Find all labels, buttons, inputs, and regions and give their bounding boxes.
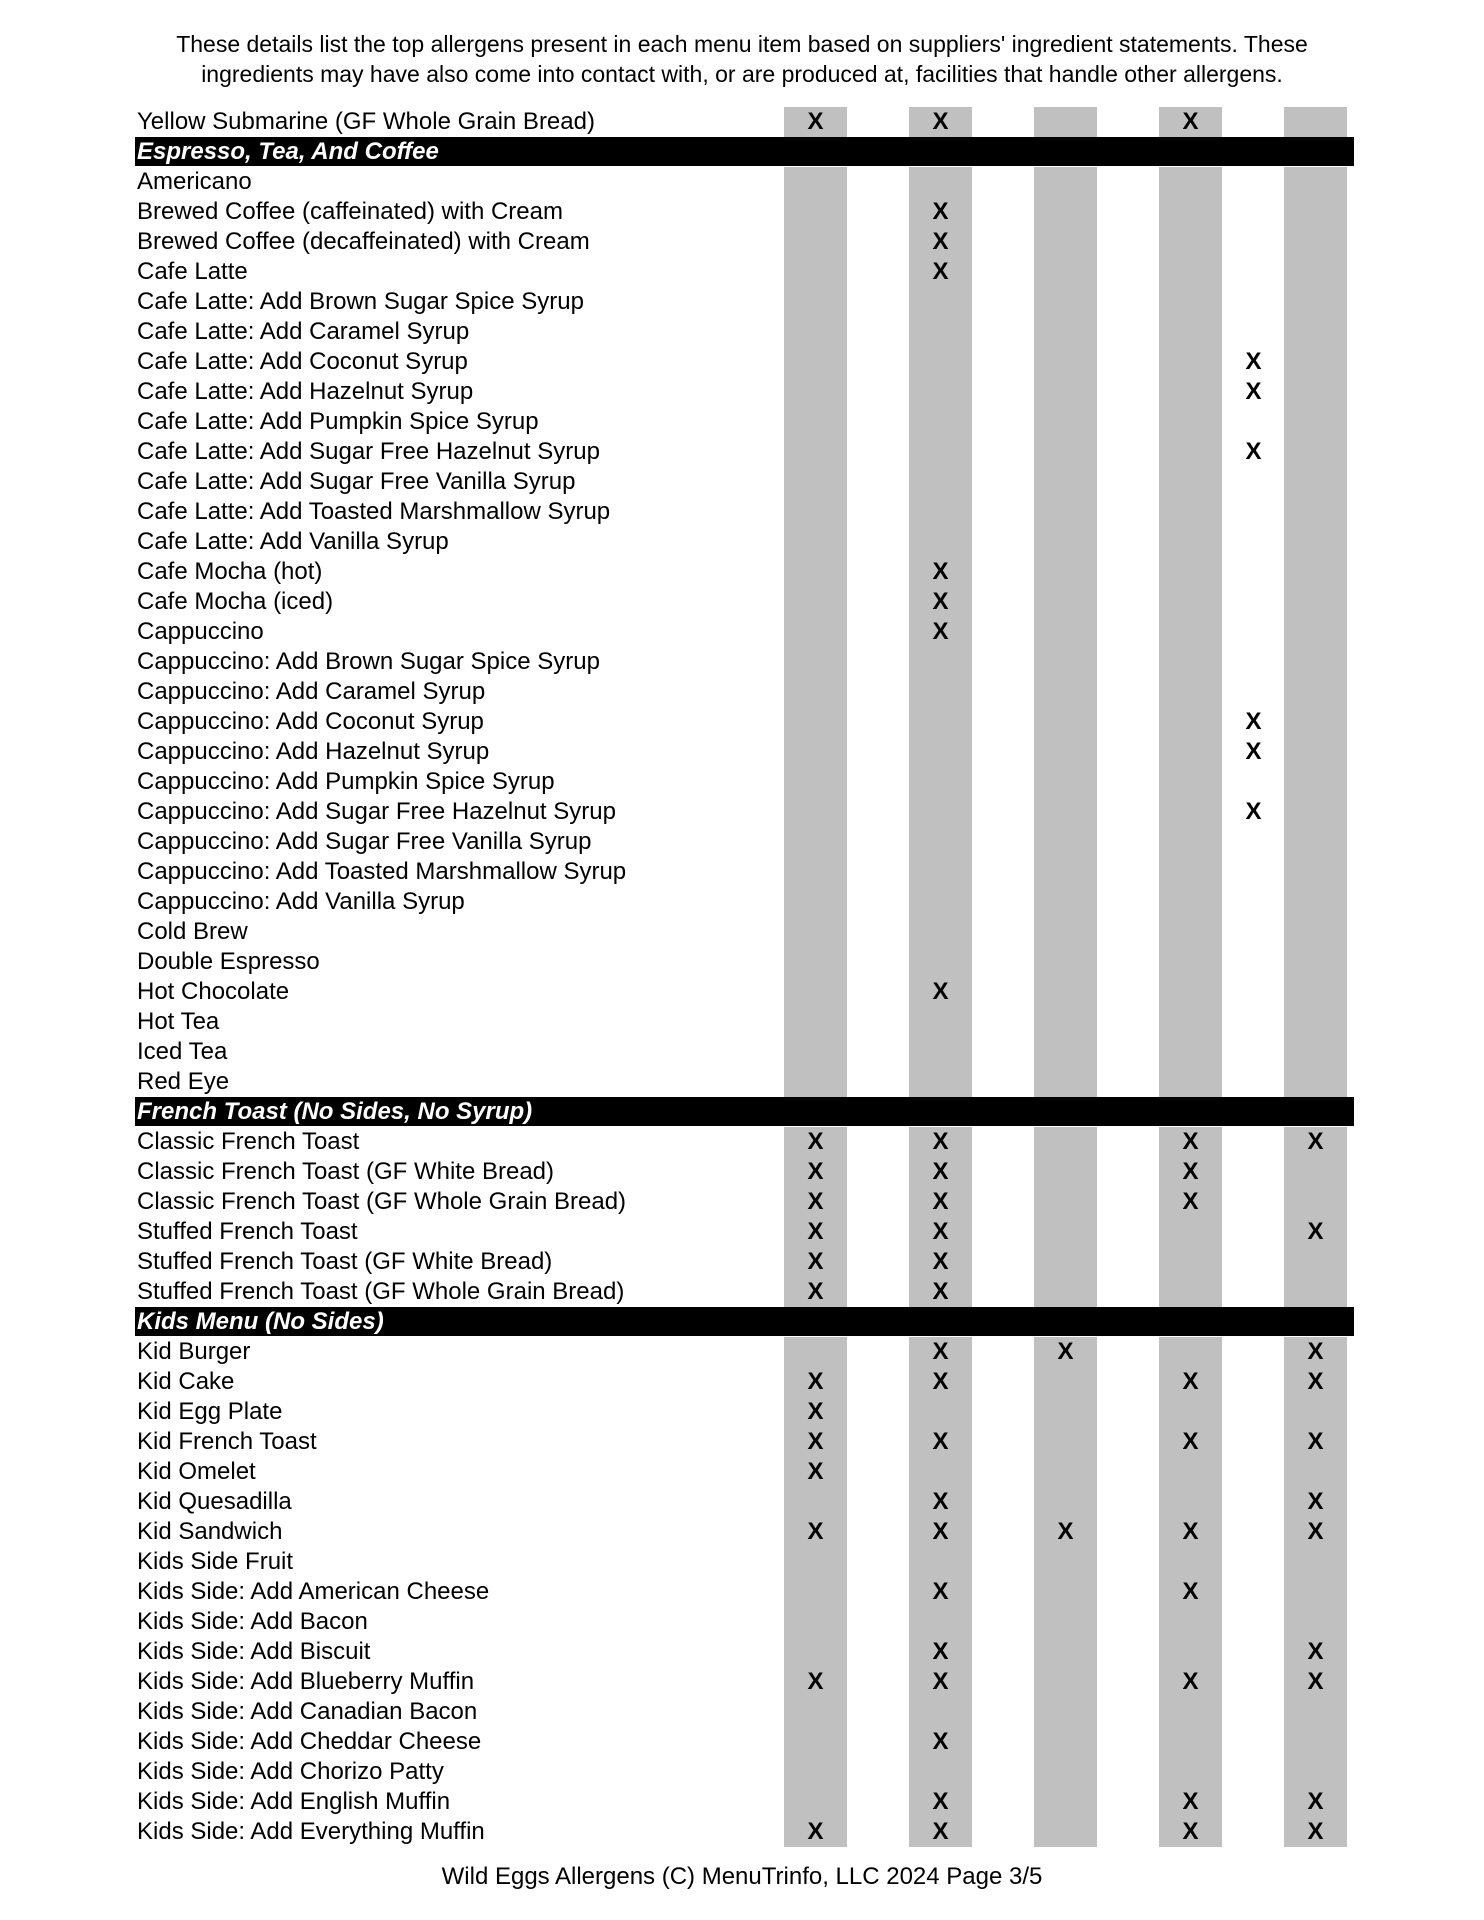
allergen-mark: X (1245, 738, 1262, 765)
table-row (135, 1607, 1354, 1637)
table-row (135, 587, 1354, 617)
table-row (135, 317, 1354, 347)
table-row (135, 1217, 1354, 1247)
allergen-mark: X (1245, 348, 1262, 375)
allergen-mark: X (807, 108, 824, 135)
allergen-mark: X (932, 1578, 949, 1605)
table-row (135, 1367, 1354, 1397)
allergen-mark: X (932, 1788, 949, 1815)
table-row (135, 437, 1354, 467)
allergen-mark: X (932, 588, 949, 615)
allergen-mark: X (932, 1818, 949, 1845)
allergen-mark: X (807, 1458, 824, 1485)
table-row (135, 977, 1354, 1007)
allergen-mark: X (1057, 1518, 1074, 1545)
table-row (135, 377, 1354, 407)
allergen-mark: X (932, 198, 949, 225)
menu-item-name: Kid Cake (137, 1368, 235, 1395)
menu-item-name: Double Espresso (137, 948, 320, 975)
table-row (135, 947, 1354, 977)
table-row (135, 1757, 1354, 1787)
menu-item-name: Kids Side: Add Blueberry Muffin (137, 1668, 475, 1695)
table-row (135, 1727, 1354, 1757)
allergen-mark: X (807, 1818, 824, 1845)
menu-item-name: Cafe Latte (137, 258, 248, 285)
section-title: French Toast (No Sides, No Syrup) (137, 1098, 533, 1125)
menu-item-name: Cafe Latte: Add Caramel Syrup (137, 318, 470, 345)
table-row (135, 1127, 1354, 1157)
menu-item-name: Kids Side: Add Bacon (137, 1608, 368, 1635)
allergen-mark: X (1182, 1158, 1199, 1185)
table-row (135, 557, 1354, 587)
allergen-mark: X (932, 1728, 949, 1755)
table-row (135, 857, 1354, 887)
allergen-mark: X (1307, 1218, 1324, 1245)
section-header (135, 1307, 1354, 1336)
menu-item-name: Cappuccino: Add Brown Sugar Spice Syrup (137, 648, 600, 675)
menu-item-name: Cappuccino: Add Toasted Marshmallow Syrup (137, 858, 627, 885)
table-row (135, 1247, 1354, 1277)
menu-item-name: Kids Side: Add English Muffin (137, 1788, 451, 1815)
menu-item-name: Brewed Coffee (caffeinated) with Cream (137, 198, 563, 225)
menu-item-name: Cappuccino: Add Sugar Free Hazelnut Syrup (137, 798, 616, 825)
allergen-mark: X (1307, 1338, 1324, 1365)
allergen-mark: X (1245, 378, 1262, 405)
allergen-mark: X (1307, 1818, 1324, 1845)
table-row (135, 1337, 1354, 1367)
allergen-mark: X (932, 1158, 949, 1185)
allergen-mark: X (932, 1218, 949, 1245)
allergen-mark: X (1307, 1638, 1324, 1665)
allergen-mark: X (1182, 1668, 1199, 1695)
allergen-mark: X (1245, 438, 1262, 465)
menu-item-name: Kids Side Fruit (137, 1548, 294, 1575)
table-row (135, 1787, 1354, 1817)
allergen-mark: X (932, 1668, 949, 1695)
table-row (135, 1637, 1354, 1667)
allergen-mark: X (1182, 1578, 1199, 1605)
table-row (135, 1517, 1354, 1547)
allergen-mark: X (1307, 1128, 1324, 1155)
allergen-mark: X (1245, 708, 1262, 735)
allergen-mark: X (932, 1278, 949, 1305)
menu-item-name: Hot Chocolate (137, 978, 290, 1005)
section-title: Espresso, Tea, And Coffee (137, 138, 439, 165)
table-row (135, 1817, 1354, 1847)
allergen-mark: X (807, 1398, 824, 1425)
table-row (135, 497, 1354, 527)
allergen-mark: X (807, 1278, 824, 1305)
menu-item-name: Kid Egg Plate (137, 1398, 283, 1425)
table-row (135, 737, 1354, 767)
table-row (135, 617, 1354, 647)
allergen-mark: X (932, 618, 949, 645)
allergen-mark: X (932, 1368, 949, 1395)
table-row (135, 1547, 1354, 1577)
menu-item-name: Red Eye (137, 1068, 230, 1095)
table-row (135, 527, 1354, 557)
allergen-mark: X (932, 1188, 949, 1215)
menu-item-name: Kids Side: Add Canadian Bacon (137, 1698, 478, 1725)
menu-item-name: Classic French Toast (GF White Bread) (137, 1158, 555, 1185)
allergen-mark: X (1245, 798, 1262, 825)
allergen-mark: X (807, 1428, 824, 1455)
allergen-mark: X (807, 1128, 824, 1155)
allergen-mark: X (1182, 1128, 1199, 1155)
table-row (135, 1697, 1354, 1727)
allergen-mark: X (932, 108, 949, 135)
menu-item-name: Cappuccino: Add Pumpkin Spice Syrup (137, 768, 555, 795)
table-row (135, 767, 1354, 797)
table-row (135, 257, 1354, 287)
table-row (135, 197, 1354, 227)
allergen-mark: X (932, 1518, 949, 1545)
menu-item-name: Cafe Mocha (hot) (137, 558, 323, 585)
menu-item-name: Kids Side: Add American Cheese (137, 1578, 490, 1605)
table-row (135, 827, 1354, 857)
table-row (135, 467, 1354, 497)
menu-item-name: Cold Brew (137, 918, 248, 945)
allergen-mark: X (1057, 1338, 1074, 1365)
allergen-mark: X (1182, 1368, 1199, 1395)
allergen-mark: X (932, 258, 949, 285)
allergen-mark: X (932, 1638, 949, 1665)
allergen-mark: X (1307, 1368, 1324, 1395)
menu-item-name: Cafe Latte: Add Toasted Marshmallow Syrup (137, 498, 611, 525)
section-header (135, 1097, 1354, 1126)
menu-item-name: Kids Side: Add Chorizo Patty (137, 1758, 444, 1785)
table-row (135, 1037, 1354, 1067)
allergen-mark: X (932, 1248, 949, 1275)
menu-item-name: Stuffed French Toast (GF White Bread) (137, 1248, 553, 1275)
table-row (135, 1667, 1354, 1697)
menu-item-name: Kids Side: Add Biscuit (137, 1638, 371, 1665)
table-row (135, 1427, 1354, 1457)
intro-line-2: ingredients may have also come into contact with, or are produced at, facilities that handle other allergens. (201, 61, 1283, 87)
allergen-mark: X (807, 1668, 824, 1695)
table-row (135, 1487, 1354, 1517)
allergen-mark: X (807, 1248, 824, 1275)
allergen-mark: X (932, 1488, 949, 1515)
allergen-mark: X (1182, 1428, 1199, 1455)
table-row (135, 1457, 1354, 1487)
menu-item-name: Kids Side: Add Everything Muffin (137, 1818, 485, 1845)
table-row (135, 647, 1354, 677)
menu-item-name: Kid Quesadilla (137, 1488, 292, 1515)
menu-item-name: Cafe Mocha (iced) (137, 588, 334, 615)
table-row (135, 1157, 1354, 1187)
allergen-mark: X (1307, 1668, 1324, 1695)
menu-item-name: Cafe Latte: Add Pumpkin Spice Syrup (137, 408, 539, 435)
allergen-mark: X (1182, 1788, 1199, 1815)
menu-item-name: Stuffed French Toast (GF Whole Grain Bread) (137, 1278, 625, 1305)
table-row (135, 107, 1354, 137)
allergen-mark: X (807, 1368, 824, 1395)
menu-item-name: Yellow Submarine (GF Whole Grain Bread) (137, 108, 595, 135)
menu-item-name: Cafe Latte: Add Hazelnut Syrup (137, 378, 474, 405)
menu-item-name: Hot Tea (137, 1008, 220, 1035)
table-row (135, 1577, 1354, 1607)
table-row (135, 347, 1354, 377)
menu-item-name: Americano (137, 168, 252, 195)
menu-item-name: Iced Tea (137, 1038, 228, 1065)
allergen-mark: X (1307, 1428, 1324, 1455)
allergen-mark: X (807, 1518, 824, 1545)
table-row (135, 287, 1354, 317)
menu-item-name: Cafe Latte: Add Coconut Syrup (137, 348, 468, 375)
allergen-mark: X (1182, 1518, 1199, 1545)
page-footer: Wild Eggs Allergens (C) MenuTrinfo, LLC 2024 Page 3/5 (441, 1863, 1043, 1890)
table-row (135, 887, 1354, 917)
menu-item-name: Cafe Latte: Add Brown Sugar Spice Syrup (137, 288, 584, 315)
allergen-mark: X (932, 1128, 949, 1155)
table-row (135, 917, 1354, 947)
section-header (135, 137, 1354, 166)
table-row (135, 1067, 1354, 1097)
allergen-mark: X (1307, 1788, 1324, 1815)
allergen-mark: X (932, 558, 949, 585)
menu-item-name: Kid French Toast (137, 1428, 317, 1455)
allergen-mark: X (1182, 1188, 1199, 1215)
allergen-mark: X (932, 1428, 949, 1455)
menu-item-name: Cappuccino (137, 618, 264, 645)
menu-item-name: Cafe Latte: Add Sugar Free Vanilla Syrup (137, 468, 576, 495)
section-title: Kids Menu (No Sides) (137, 1308, 384, 1335)
allergen-mark: X (1307, 1518, 1324, 1545)
menu-item-name: Classic French Toast (137, 1128, 360, 1155)
intro-line-1: These details list the top allergens present in each menu item based on suppliers' ingredient statements. These (176, 31, 1308, 57)
allergen-mark: X (1182, 1818, 1199, 1845)
menu-item-name: Kid Sandwich (137, 1518, 283, 1545)
allergen-mark: X (1307, 1488, 1324, 1515)
menu-item-name: Kid Omelet (137, 1458, 256, 1485)
menu-item-name: Cappuccino: Add Caramel Syrup (137, 678, 486, 705)
menu-item-name: Cappuccino: Add Coconut Syrup (137, 708, 484, 735)
table-row (135, 677, 1354, 707)
table-row (135, 1277, 1354, 1307)
table-row (135, 1397, 1354, 1427)
menu-item-name: Kid Burger (137, 1338, 251, 1365)
allergen-mark: X (807, 1188, 824, 1215)
menu-item-name: Cappuccino: Add Sugar Free Vanilla Syrup (137, 828, 592, 855)
table-row (135, 707, 1354, 737)
allergen-mark: X (932, 978, 949, 1005)
menu-item-name: Classic French Toast (GF Whole Grain Bread) (137, 1188, 627, 1215)
menu-item-name: Cafe Latte: Add Vanilla Syrup (137, 528, 449, 555)
table-row (135, 167, 1354, 197)
allergen-mark: X (932, 228, 949, 255)
menu-item-name: Cappuccino: Add Vanilla Syrup (137, 888, 465, 915)
menu-item-name: Cafe Latte: Add Sugar Free Hazelnut Syrup (137, 438, 600, 465)
menu-item-name: Cappuccino: Add Hazelnut Syrup (137, 738, 490, 765)
menu-item-name: Stuffed French Toast (137, 1218, 358, 1245)
table-row (135, 407, 1354, 437)
allergen-mark: X (1182, 108, 1199, 135)
allergen-mark: X (807, 1218, 824, 1245)
table-row (135, 1187, 1354, 1217)
table-row (135, 1007, 1354, 1037)
menu-item-name: Kids Side: Add Cheddar Cheese (137, 1728, 482, 1755)
allergen-mark: X (932, 1338, 949, 1365)
menu-item-name: Brewed Coffee (decaffeinated) with Cream (137, 228, 590, 255)
table-row (135, 797, 1354, 827)
allergen-mark: X (807, 1158, 824, 1185)
table-row (135, 227, 1354, 257)
